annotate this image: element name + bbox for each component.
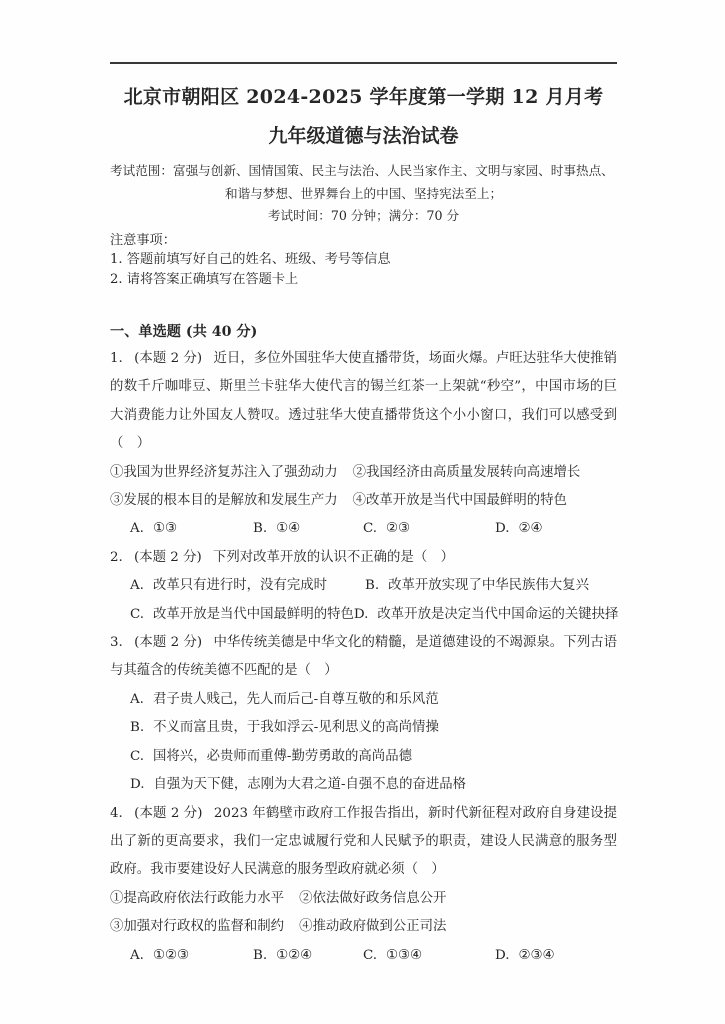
option-a-text: ①②③ bbox=[152, 947, 189, 963]
option-c-text: 改革开放是当代中国最鲜明的特色 bbox=[153, 606, 354, 622]
note-item-1: 1. 答题前填写好自己的姓名、班级、考号等信息 bbox=[110, 252, 391, 267]
option-c bbox=[363, 942, 495, 970]
question-points: (本题 2 分) bbox=[134, 805, 203, 821]
question-text: 近日，多位外国驻华大使直播带货，场面火爆。卢旺达驻华大使推销的数千斤咖啡豆、斯里兰卡驻华大使代言的锡兰红茶一上架就“秒空”，中国市场的巨大消费能力让外国友人赞叹。透过驻华大使直播带货这个小小窗口，我们可以感受到（ ） bbox=[110, 351, 617, 452]
scope-line-1: 考试范围：富强与创新、国情国策、民主与法治、人民当家作主、文明与家园、时事热点、 bbox=[110, 163, 614, 178]
options-row bbox=[110, 572, 617, 600]
option-a-text: 改革只有进行时，没有完成时 bbox=[152, 578, 328, 594]
question-4-stem bbox=[110, 800, 617, 885]
note-item-2: 2. 请将答案正确填写在答题卡上 bbox=[110, 271, 299, 287]
option-a bbox=[130, 572, 365, 600]
option-a-text: ①③ bbox=[152, 521, 177, 537]
option-c bbox=[110, 743, 617, 771]
question-points: (本题 2 分) bbox=[134, 635, 203, 651]
option-c-label: C. bbox=[130, 748, 145, 764]
option-b-text: ①④ bbox=[276, 521, 301, 537]
option-a-label: A. bbox=[130, 947, 144, 963]
option-d-label: D. bbox=[495, 521, 510, 537]
page-content bbox=[110, 78, 617, 970]
question-text: 中华传统美德是中华文化的精髓，是道德建设的不竭源泉。下列古语与其蕴含的传统美德不匹配的是（ ） bbox=[110, 635, 617, 679]
statement-1: ①我国为世界经济复苏注入了强劲动力 bbox=[110, 464, 338, 480]
option-a bbox=[130, 942, 253, 970]
question-2 bbox=[110, 544, 617, 629]
question-number: 4. bbox=[110, 805, 123, 821]
statement-2: ②依法做好政务信息公开 bbox=[299, 890, 447, 906]
statement-1: ①提高政府依法行政能力水平 bbox=[110, 890, 285, 906]
option-c-label: C. bbox=[363, 521, 378, 537]
option-d-text: 改革开放是决定当代中国命运的关键抉择 bbox=[377, 606, 619, 622]
option-d-label: D. bbox=[495, 947, 510, 963]
statement-row bbox=[110, 459, 617, 487]
question-4 bbox=[110, 800, 617, 970]
statement-row bbox=[110, 913, 617, 941]
question-number: 2. bbox=[110, 549, 123, 565]
option-a bbox=[110, 686, 617, 714]
notes-block bbox=[110, 231, 617, 290]
question-points: (本题 2 分) bbox=[134, 351, 203, 366]
statement-3: ③发展的根本目的是解放和发展生产力 bbox=[110, 493, 338, 509]
option-c-label: C. bbox=[130, 606, 145, 622]
option-b-label: B. bbox=[130, 720, 145, 736]
question-3 bbox=[110, 629, 617, 799]
option-a-text: 君子贵人贱己，先人而后己-自尊互敬的和乐风范 bbox=[152, 691, 439, 707]
option-c bbox=[363, 515, 495, 543]
option-b bbox=[253, 515, 363, 543]
option-a bbox=[130, 515, 253, 543]
question-text: 下列对改革开放的认识不正确的是（ ） bbox=[212, 549, 454, 565]
statement-3: ③加强对行政权的监督和制约 bbox=[110, 919, 285, 935]
option-b bbox=[110, 714, 617, 742]
option-a-label: A. bbox=[130, 691, 144, 707]
question-points: (本题 2 分) bbox=[134, 549, 202, 565]
option-c-text: 国将兴，必贵师而重傅-勤劳勇敢的高尚品德 bbox=[153, 748, 412, 764]
options-row bbox=[110, 942, 617, 970]
scope-line-2: 和谐与梦想、世界舞台上的中国、坚持宪法至上； bbox=[224, 185, 503, 201]
option-d-text: ②③④ bbox=[518, 947, 555, 963]
option-b bbox=[365, 572, 617, 600]
question-2-stem bbox=[110, 544, 617, 572]
option-b-label: B. bbox=[365, 578, 380, 594]
option-b-text: 改革开放实现了中华民族伟大复兴 bbox=[388, 578, 589, 594]
option-c-text: ①③④ bbox=[386, 947, 423, 963]
statement-row bbox=[110, 487, 617, 515]
question-text: 2023 年鹤壁市政府工作报告指出，新时代新征程对政府自身建设提出了新的更高要求，我们一定忠诚履行党和人民赋予的职责，建设人民满意的服务型政府。我市要建设好人民满意的服务型政府就必须（ ） bbox=[110, 805, 617, 878]
exam-title: 北京市朝阳区 2024-2025 学年度第一学期 12 月月考 bbox=[123, 86, 604, 108]
section-heading-single-choice: 一、单选题 (共 40 分) bbox=[110, 324, 258, 340]
option-c-label: C. bbox=[363, 947, 378, 963]
option-d-label: D. bbox=[130, 777, 145, 793]
options-row bbox=[110, 601, 617, 629]
exam-subtitle: 九年级道德与法治试卷 bbox=[268, 125, 459, 147]
option-d bbox=[495, 515, 617, 543]
question-3-stem bbox=[110, 629, 617, 686]
option-d-label: D. bbox=[353, 606, 369, 622]
option-b-text: 不义而富且贵，于我如浮云-见利思义的高尚情操 bbox=[153, 720, 439, 736]
statement-4: ④改革开放是当代中国最鲜明的特色 bbox=[352, 493, 567, 509]
statement-2: ②我国经济由高质量发展转向高速增长 bbox=[352, 464, 581, 480]
exam-scope-block bbox=[110, 160, 617, 228]
option-b-label: B. bbox=[253, 947, 268, 963]
question-1 bbox=[110, 345, 617, 544]
option-b bbox=[253, 942, 363, 970]
option-d bbox=[110, 771, 617, 799]
option-b-text: ①②④ bbox=[276, 947, 313, 963]
option-a-label: A. bbox=[130, 521, 144, 537]
header-rule bbox=[110, 62, 617, 64]
question-1-stem bbox=[110, 345, 617, 459]
statement-row bbox=[110, 885, 617, 913]
options-row bbox=[110, 515, 617, 543]
question-number: 3. bbox=[110, 635, 123, 651]
option-c bbox=[130, 601, 354, 629]
option-d-text: ②④ bbox=[518, 521, 543, 537]
option-d bbox=[354, 601, 619, 629]
notes-heading: 注意事项： bbox=[110, 232, 176, 248]
option-a-label: A. bbox=[130, 578, 144, 594]
option-d bbox=[495, 942, 617, 970]
exam-time-score-line: 考试时间：70 分钟；满分：70 分 bbox=[267, 208, 460, 223]
option-b-label: B. bbox=[253, 521, 268, 537]
option-d-text: 自强为天下健，志刚为大君之道-自强不息的奋进品格 bbox=[153, 777, 467, 793]
option-c-text: ②③ bbox=[386, 521, 411, 537]
statement-4: ④推动政府做到公正司法 bbox=[299, 919, 447, 935]
question-number: 1. bbox=[110, 351, 123, 366]
